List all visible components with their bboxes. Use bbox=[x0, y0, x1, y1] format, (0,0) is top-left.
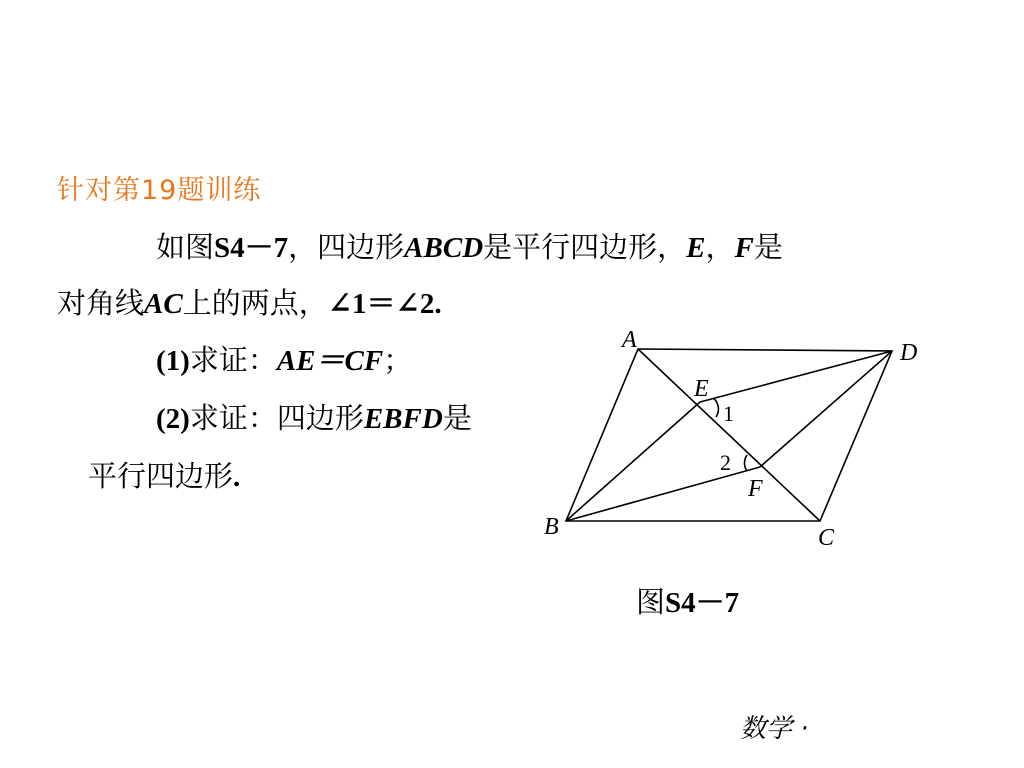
figure-caption bbox=[636, 580, 739, 621]
text-segment: ， bbox=[705, 232, 735, 264]
label-e: E bbox=[694, 376, 709, 402]
text-segment: 求证：四边形 bbox=[189, 403, 364, 435]
problem-line-2 bbox=[57, 290, 442, 319]
label-b: B bbox=[544, 514, 559, 540]
label-d: D bbox=[900, 340, 918, 366]
figure-lines bbox=[566, 349, 892, 521]
text-segment: 对角线 bbox=[57, 288, 145, 320]
diagonal-ac bbox=[638, 349, 820, 521]
text-segment: 是 bbox=[753, 232, 783, 264]
math-f: F bbox=[734, 232, 754, 264]
text-segment: 上的两点， bbox=[182, 288, 328, 320]
angle-equation: ∠1＝∠2. bbox=[327, 288, 442, 320]
label-angle-2: 2 bbox=[720, 450, 731, 475]
problem-line-1 bbox=[156, 234, 783, 263]
text-segment: ； bbox=[383, 345, 413, 377]
text-segment: 是平行四边形， bbox=[483, 232, 687, 264]
math-ac: AC bbox=[144, 288, 183, 320]
segment-bf bbox=[566, 467, 760, 521]
caption-id: S4－7 bbox=[665, 587, 740, 619]
period: . bbox=[233, 461, 241, 493]
part-number: (2) bbox=[156, 403, 190, 435]
math-abcd: ABCD bbox=[404, 232, 484, 264]
subject-footer: 数学 · bbox=[740, 714, 809, 744]
geometry-figure bbox=[530, 320, 930, 560]
question-part-2 bbox=[156, 405, 472, 434]
text-segment: ，四边形 bbox=[288, 232, 405, 264]
section-heading: 针对第19题训练 bbox=[57, 175, 262, 206]
label-a: A bbox=[622, 327, 637, 353]
caption-prefix: 图 bbox=[636, 587, 666, 619]
label-angle-1: 1 bbox=[723, 401, 734, 426]
text-segment: 是 bbox=[442, 403, 472, 435]
math-ae-cf: AE＝CF bbox=[276, 345, 384, 377]
figure-ref: S4－7 bbox=[214, 232, 289, 264]
math-e: E bbox=[686, 232, 706, 264]
question-part-1 bbox=[156, 347, 412, 376]
angle-1-arc bbox=[713, 398, 718, 417]
label-c: C bbox=[818, 525, 835, 551]
angle-2-arc bbox=[744, 455, 747, 471]
question-part-2-continued bbox=[88, 463, 240, 492]
text-segment: 求证： bbox=[189, 345, 277, 377]
math-ebfd: EBFD bbox=[363, 403, 443, 435]
part-number: (1) bbox=[156, 345, 190, 377]
text-segment: 如图 bbox=[156, 232, 215, 264]
label-f: F bbox=[748, 476, 763, 502]
text-segment: 平行四边形 bbox=[88, 461, 234, 493]
